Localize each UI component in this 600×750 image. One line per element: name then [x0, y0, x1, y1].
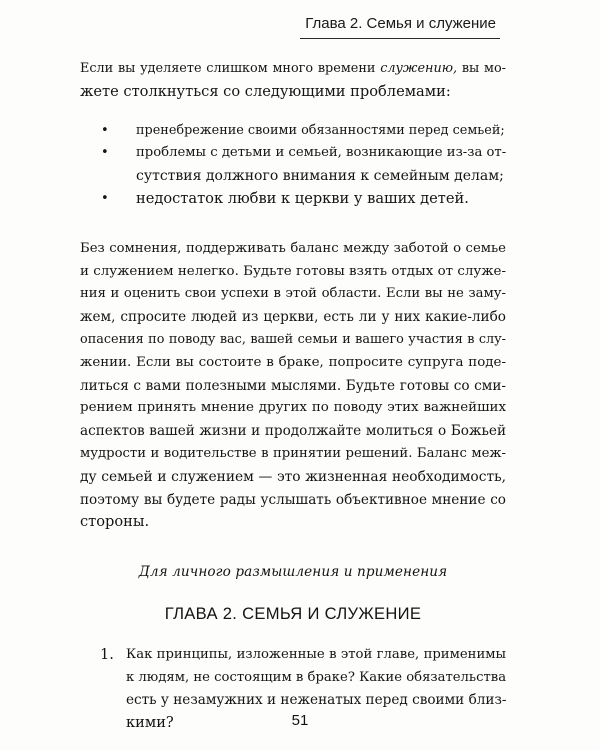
page-body: [80, 58, 506, 735]
bullet-marker: •: [101, 122, 109, 138]
balance-paragraph: [80, 238, 506, 534]
text-line: ния и оценить свои успехи в этой области. Если вы не заму-: [80, 286, 506, 302]
bullet-marker: •: [101, 190, 109, 206]
text-line: жете столкнуться со следующими проблемами:: [80, 82, 451, 100]
text-line: мудрости и водительстве в принятии решений. Баланс меж-: [80, 445, 506, 461]
list-item: [80, 188, 506, 211]
text-line: опасения по поводу вас, вашей семьи и вашего участия в слу-: [80, 331, 506, 347]
text-line: есть у незамужних и неженатых перед своими близ-: [126, 692, 507, 709]
text-line: жем, спросите людей из церкви, есть ли у них какие-либо: [80, 309, 506, 326]
chapter-heading: ГЛАВА 2. СЕМЬЯ И СЛУЖЕНИЕ: [164, 603, 422, 623]
text-line: недостаток любви к церкви у ваших детей.: [136, 189, 469, 207]
text-line: рением принять мнение других по поводу этих важнейших: [80, 400, 506, 416]
problem-list: [80, 120, 506, 211]
question-number: 1.: [100, 645, 114, 663]
list-item: [80, 142, 506, 188]
intro-paragraph: [80, 58, 506, 104]
reflection-heading: Для личного размышления и применения: [138, 564, 448, 581]
text-line: жении. Если вы состоите в браке, попросите супруга поде-: [80, 354, 506, 370]
emphasis-word: служению,: [380, 61, 458, 76]
text-line: и служением нелегко. Будьте готовы взять отдых от служе-: [80, 263, 506, 279]
text-line: сутствия должного внимания к семейным делам;: [136, 168, 504, 185]
header-rule: [300, 38, 500, 39]
text-line: аспектов вашей жизни и продолжайте молиться о Божьей: [80, 423, 506, 440]
text-line: литься с вами полезными мыслями. Будьте готовы со сми-: [80, 377, 506, 394]
text-line: кими?: [126, 714, 174, 732]
text-line: поэтому вы будете рады услышать объективное мнение со: [80, 491, 506, 508]
text-line: проблемы с детьми и семьей, возникающие из-за от-: [136, 145, 507, 161]
text-line: к людям, не состоящим в браке? Какие обязательства: [126, 669, 507, 685]
text-line: стороны.: [80, 513, 150, 531]
bullet-marker: •: [101, 145, 109, 161]
text-line: пренебрежение своими обязанностями перед семьей;: [136, 122, 505, 138]
page-number: 51: [291, 712, 309, 729]
text-line: ду семьей и служением — это жизненная необходимость,: [80, 468, 506, 485]
text-line: Как принципы, изложенные в этой главе, применимы: [126, 646, 506, 662]
running-header: Глава 2. Семья и служение: [305, 15, 496, 32]
text-line: Без сомнения, поддерживать баланс между заботой о семье: [80, 240, 506, 256]
text-line: Если вы уделяете слишком много времени служению, вы мо-: [80, 61, 506, 76]
list-item: [80, 120, 506, 143]
